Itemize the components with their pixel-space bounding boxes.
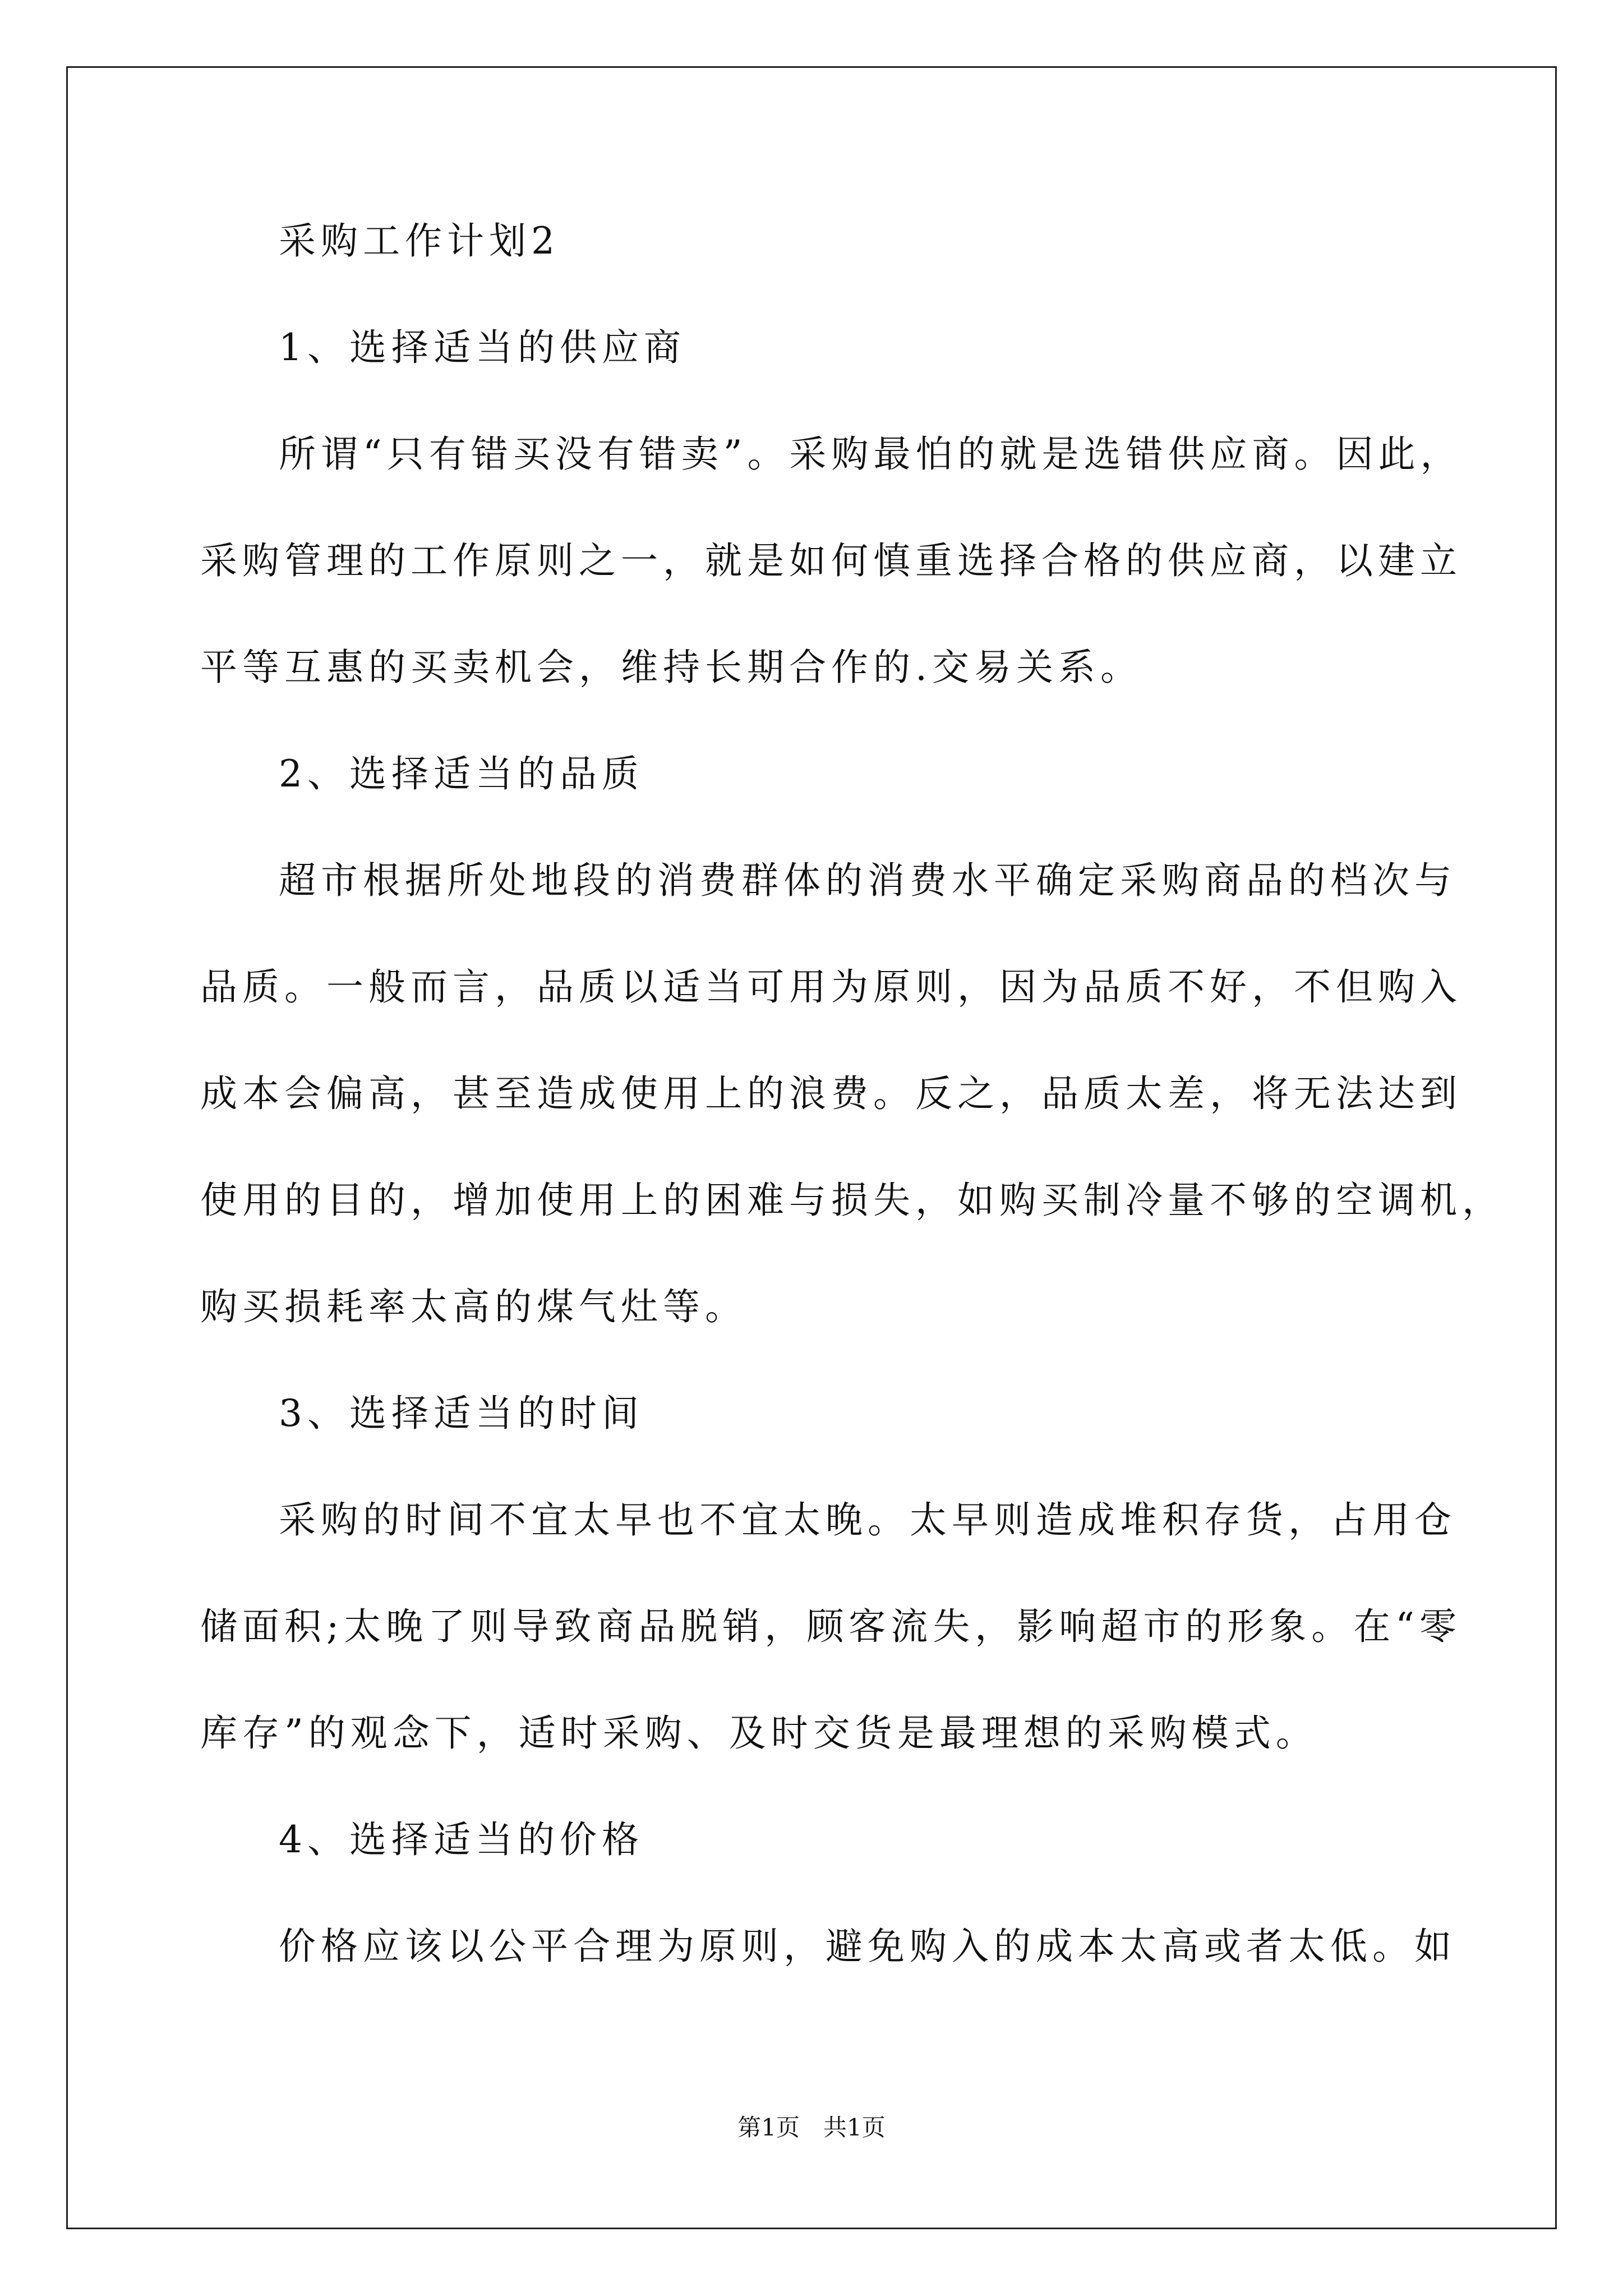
paragraph-line: 采购管理的工作原则之一，就是如何慎重选择合格的供应商，以建立 — [200, 539, 1462, 582]
paragraph-line: 使用的目的，增加使用上的困难与损失，如购买制冷量不够的空调机， — [200, 1179, 1504, 1222]
paragraph-line: 储面积;太晚了则导致商品脱销，顾客流失，影响超市的形象。在“零 — [200, 1605, 1461, 1648]
section-heading-1: 1、选择适当的供应商 — [279, 326, 686, 369]
page-footer: 第1页 共1页 — [737, 2114, 886, 2141]
paragraph-line: 价格应该以公平合理为原则，避免购入的成本太高或者太低。如 — [279, 1925, 1456, 1968]
paragraph-line: 超市根据所处地段的消费群体的消费水平确定采购商品的档次与 — [279, 859, 1456, 902]
paragraph-line: 采购的时间不宜太早也不宜太晚。太早则造成堆积存货，占用仓 — [279, 1498, 1456, 1542]
document-title: 采购工作计划2 — [279, 219, 560, 263]
paragraph-line: 成本会偏高，甚至造成使用上的浪费。反之，品质太差，将无法达到 — [200, 1072, 1462, 1115]
paragraph-line: 品质。一般而言，品质以适当可用为原则，因为品质不好，不但购入 — [200, 965, 1462, 1009]
section-heading-3: 3、选择适当的时间 — [279, 1392, 644, 1435]
paragraph-line: 平等互惠的买卖机会，维持长期合作的.交易关系。 — [200, 646, 1142, 689]
paragraph-line: 库存”的观念下，适时采购、及时交货是最理想的采购模式。 — [200, 1711, 1318, 1755]
section-heading-2: 2、选择适当的品质 — [279, 752, 644, 795]
paragraph-line: 所谓“只有错买没有错卖”。采购最怕的就是选错供应商。因此， — [279, 432, 1463, 476]
paragraph-line: 购买损耗率太高的煤气灶等。 — [200, 1285, 747, 1328]
section-heading-4: 4、选择适当的价格 — [279, 1818, 644, 1861]
page-border — [66, 66, 1557, 2229]
